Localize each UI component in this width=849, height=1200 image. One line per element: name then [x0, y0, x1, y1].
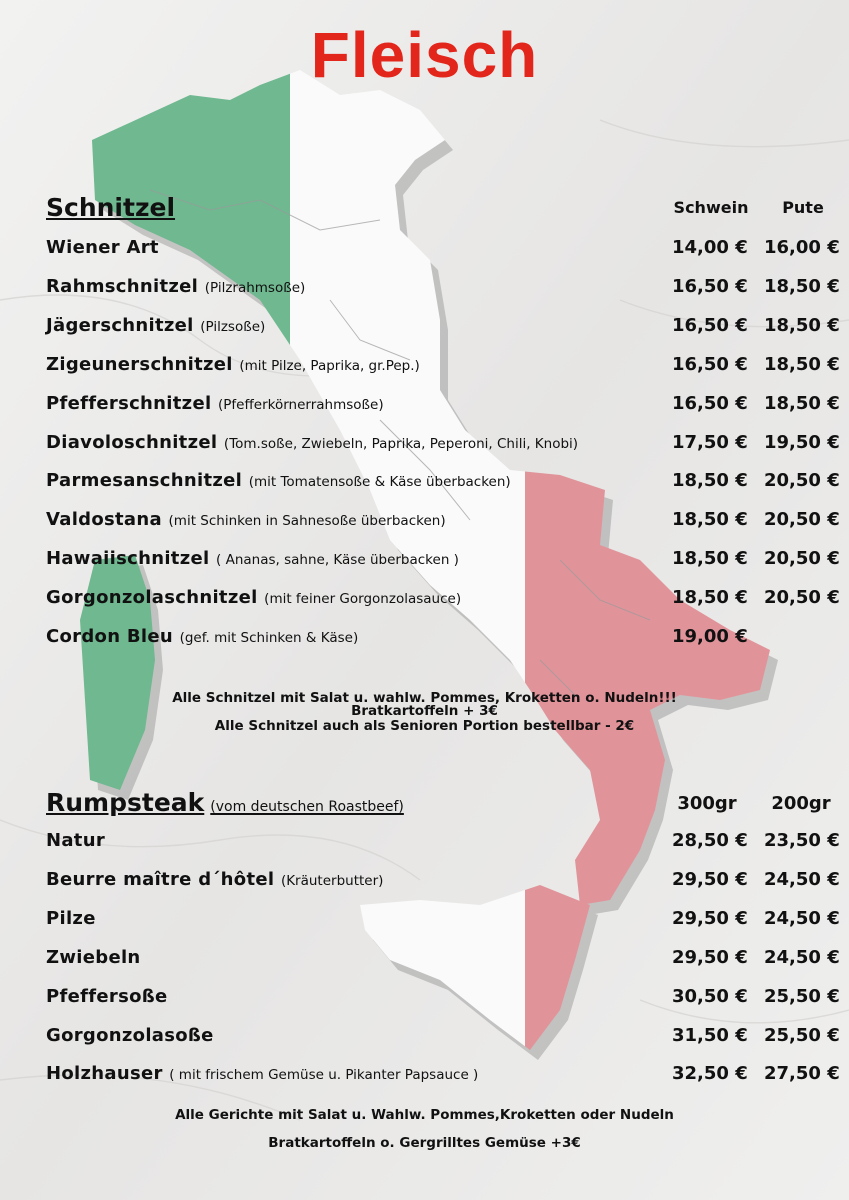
- menu-item-row: [46, 470, 846, 500]
- menu-item-title: Zwiebeln: [46, 946, 141, 968]
- menu-item-price-1: 17,50 €: [672, 431, 748, 453]
- menu-item-price-2: 19,50 €: [764, 431, 840, 453]
- menu-item-title: Zigeunerschnitzel: [46, 353, 233, 375]
- schnitzel-note-1: Alle Schnitzel mit Salat u. wahlw. Pommes, Kroketten o. Nudeln!!!: [172, 690, 677, 706]
- menu-item-price-2: 25,50 €: [764, 1024, 840, 1046]
- menu-item-row: [46, 276, 846, 306]
- menu-item-price-1: 30,50 €: [672, 985, 748, 1007]
- rumpsteak-heading: [46, 788, 404, 817]
- menu-item-price-2: 18,50 €: [764, 353, 840, 375]
- menu-item-price-2: 20,50 €: [764, 470, 840, 492]
- menu-item-price-1: 19,00 €: [672, 626, 748, 647]
- menu-item-price-2: 23,50 €: [764, 830, 840, 851]
- menu-item-name: [46, 509, 446, 530]
- menu-item-description: (Pfefferkörnerrahmsoße): [218, 396, 384, 413]
- menu-item-name: [46, 626, 358, 647]
- menu-item-price-2: 25,50 €: [764, 985, 840, 1007]
- menu-item-name: [46, 237, 159, 258]
- menu-item-price-1: 18,50 €: [672, 587, 748, 609]
- menu-item-description: (mit feiner Gorgonzolasauce): [264, 591, 462, 608]
- menu-item-title: Pilze: [46, 907, 96, 929]
- menu-item-title: Cordon Bleu: [46, 626, 173, 647]
- menu-item-name: [46, 869, 383, 890]
- menu-item-price-1: 29,50 €: [672, 946, 748, 968]
- menu-item-row: [46, 986, 846, 1016]
- menu-item-row: [46, 315, 846, 345]
- column-header-pute: Pute: [782, 198, 824, 217]
- rumpsteak-heading-label: Rumpsteak: [46, 788, 205, 817]
- menu-item-description: ( mit frischem Gemüse u. Pikanter Papsauce ): [169, 1067, 479, 1084]
- menu-item-price-2: 20,50 €: [764, 587, 840, 609]
- column-header-schwein: Schwein: [673, 198, 749, 217]
- menu-item-price-1: 16,50 €: [672, 392, 748, 414]
- menu-item-price-1: 29,50 €: [672, 907, 748, 929]
- menu-item-name: [46, 315, 265, 336]
- menu-item-name: [46, 587, 461, 608]
- schnitzel-heading-label: Schnitzel: [46, 193, 176, 222]
- menu-item-name: [46, 354, 420, 375]
- menu-item-title: Natur: [46, 830, 106, 851]
- menu-item-title: Valdostana: [46, 509, 162, 531]
- menu-item-description: ( Ananas, sahne, Käse überbacken ): [216, 552, 459, 569]
- menu-item-row: [46, 830, 846, 860]
- rumpsteak-subheading: (vom deutschen Roastbeef): [210, 799, 404, 815]
- menu-item-price-1: 16,50 €: [672, 353, 748, 375]
- menu-item-name: [46, 1063, 478, 1084]
- menu-item-price-1: 14,00 €: [672, 237, 748, 258]
- menu-item-price-2: 24,50 €: [764, 868, 840, 890]
- menu-item-price-1: 18,50 €: [672, 470, 748, 492]
- menu-item-row: [46, 908, 846, 938]
- menu-item-price-1: 18,50 €: [672, 509, 748, 531]
- menu-item-title: Wiener Art: [46, 237, 159, 258]
- menu-item-price-2: 16,00 €: [764, 237, 840, 258]
- menu-item-description: (Pilzrahmsoße): [204, 279, 306, 296]
- menu-item-price-2: 18,50 €: [764, 275, 840, 297]
- menu-item-row: [46, 947, 846, 977]
- menu-item-title: Pfeffersoße: [46, 985, 168, 1007]
- menu-item-row: [46, 393, 846, 423]
- menu-item-price-2: 27,50 €: [764, 1063, 840, 1085]
- menu-item-name: [46, 432, 578, 453]
- menu-item-row: [46, 1025, 846, 1055]
- menu-item-price-1: 16,50 €: [672, 275, 748, 297]
- menu-item-price-2: 20,50 €: [764, 548, 840, 570]
- schnitzel-heading: [46, 193, 175, 222]
- column-header-200gr: 200gr: [771, 793, 831, 814]
- menu-item-title: Beurre maître d´hôtel: [46, 868, 275, 890]
- menu-item-description: (Tom.soße, Zwiebeln, Paprika, Peperoni, Chili, Knobi): [223, 435, 579, 452]
- menu-item-name: [46, 947, 141, 968]
- menu-item-price-2: 18,50 €: [764, 392, 840, 414]
- menu-item-price-1: 16,50 €: [672, 314, 748, 336]
- menu-item-description: (mit Schinken in Sahnesoße überbacken): [168, 513, 446, 530]
- menu-item-price-2: 20,50 €: [764, 509, 840, 531]
- schnitzel-note-2: Bratkartoffeln + 3€: [351, 703, 498, 719]
- menu-item-description: (mit Tomatensoße & Käse überbacken): [248, 474, 511, 491]
- menu-item-description: (mit Pilze, Paprika, gr.Pep.): [239, 357, 420, 374]
- menu-item-description: (gef. mit Schinken & Käse): [179, 630, 359, 646]
- menu-item-name: [46, 276, 305, 297]
- menu-item-row: [46, 548, 846, 578]
- menu-item-row: [46, 432, 846, 462]
- rumpsteak-note-1: Alle Gerichte mit Salat u. Wahlw. Pommes,Kroketten oder Nudeln: [175, 1107, 674, 1123]
- menu-item-price-1: 31,50 €: [672, 1024, 748, 1046]
- menu-item-title: Parmesanschnitzel: [46, 470, 243, 492]
- menu-item-row: [46, 237, 846, 267]
- menu-item-row: [46, 626, 846, 656]
- menu-item-name: [46, 986, 168, 1007]
- menu-item-title: Gorgonzolasoße: [46, 1024, 214, 1046]
- menu-item-row: [46, 869, 846, 899]
- menu-item-description: (Kräuterbutter): [280, 872, 384, 889]
- menu-item-name: [46, 1025, 214, 1046]
- menu-item-price-2: 24,50 €: [764, 907, 840, 929]
- menu-item-name: [46, 548, 459, 569]
- menu-item-name: [46, 393, 384, 414]
- menu-item-title: Hawaiischnitzel: [46, 548, 210, 570]
- menu-item-price-1: 29,50 €: [672, 868, 748, 890]
- menu-item-row: [46, 354, 846, 384]
- menu-item-row: [46, 1063, 846, 1093]
- menu-item-name: [46, 908, 96, 929]
- menu-item-title: Diavoloschnitzel: [46, 431, 218, 453]
- menu-item-price-1: 32,50 €: [672, 1063, 748, 1085]
- menu-item-name: [46, 830, 105, 851]
- schnitzel-note-3: Alle Schnitzel auch als Senioren Portion bestellbar - 2€: [214, 718, 635, 734]
- menu-item-price-2: 24,50 €: [764, 946, 840, 968]
- menu-item-title: Holzhauser: [46, 1063, 163, 1085]
- menu-item-description: (Pilzsoße): [200, 318, 266, 335]
- menu-item-title: Gorgonzolaschnitzel: [46, 587, 258, 609]
- menu-item-row: [46, 587, 846, 617]
- menu-item-price-2: 18,50 €: [764, 314, 840, 336]
- menu-item-title: Pfefferschnitzel: [46, 392, 212, 414]
- menu-item-name: [46, 470, 511, 491]
- rumpsteak-note-2: Bratkartoffeln o. Gergrilltes Gemüse +3€: [268, 1135, 581, 1151]
- menu-item-title: Rahmschnitzel: [46, 275, 199, 297]
- menu-item-price-1: 18,50 €: [672, 548, 748, 570]
- menu-item-title: Jägerschnitzel: [46, 314, 194, 336]
- menu-item-row: [46, 509, 846, 539]
- page-title: Fleisch: [310, 19, 539, 91]
- menu-item-price-1: 28,50 €: [672, 830, 748, 851]
- column-header-300gr: 300gr: [677, 793, 737, 814]
